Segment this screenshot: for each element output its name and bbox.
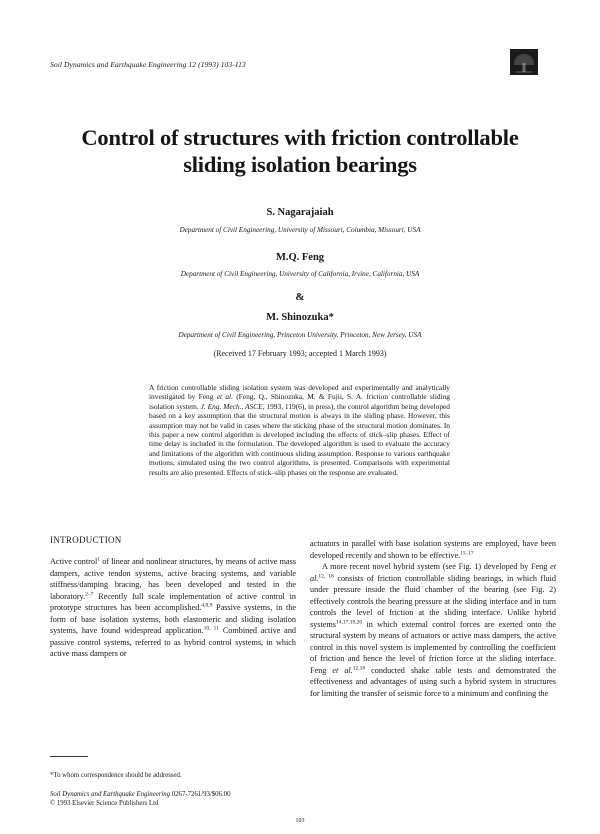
- body-text: A more recent novel hybrid system (see Fig. 1) developed by Feng: [322, 562, 551, 571]
- citation-ref: 14,17,19,20: [335, 618, 363, 625]
- footnote-rule: [50, 756, 88, 757]
- paragraph: [310, 561, 556, 699]
- journal-name: Soil Dynamics and Earthquake Engineering: [50, 791, 171, 798]
- body-column-left: [50, 556, 296, 660]
- body-column-right: [310, 538, 556, 699]
- body-text: conducted shake table tests and demonstrated the effectiveness and advantages of using such a hybrid system in structures for limiting the transfer of seismic force to a minimum and confining the: [310, 665, 557, 698]
- author-name: S. Nagarajaiah: [266, 207, 334, 218]
- abstract-text: A friction controllable sliding isolation system was developed and experimentally and analytically investigated by Feng: [149, 383, 450, 402]
- author-affiliation: Department of Civil Engineering, University of Missouri, Columbia, Missouri, USA: [179, 226, 421, 234]
- citation-ref: 11–17: [460, 549, 474, 556]
- page-number: 103: [295, 818, 305, 824]
- abstract-text: (Feng, Q., Shinozuka, M. & Fujii, S. A. friction controllable sliding isolation system.: [149, 392, 451, 411]
- abstract: [149, 383, 450, 477]
- citation-ref: 2–7: [85, 590, 94, 597]
- copyright-line-2: © 1993 Elsevier Science Publishers Ltd: [50, 800, 159, 807]
- citation-ref: 10, 11: [203, 625, 219, 632]
- issn-text: 0267-7261/93/$06.00: [170, 791, 231, 798]
- author-affiliation: Department of Civil Engineering, University of California, Irvine, California, USA: [180, 270, 420, 278]
- paragraph: [310, 538, 556, 561]
- copyright-block: [50, 790, 230, 808]
- abstract-journal: J. Eng. Mech., ASCE,: [200, 401, 265, 411]
- body-text: of linear and nonlinear structures, by means of active mass dampers, active tendon systems, active bracing systems, and variable stiffness/damping bracing, has been developed and tested in the laboratory.: [50, 557, 297, 601]
- citation-ref: 1: [97, 556, 100, 563]
- body-text: Active control: [50, 557, 98, 566]
- etal-text: et al.: [310, 562, 556, 583]
- body-text: in which external control forces are exerted onto the structural system by means of actuators or active mass dampers, the active control in this novel system is implemented by controlling the coefficient of friction and hence the level of friction force at the sliding interface. Feng: [310, 619, 556, 675]
- tree-logo-icon: [510, 49, 538, 75]
- journal-citation: Soil Dynamics and Earthquake Engineering 12 (1993) 103-113: [50, 60, 246, 69]
- abstract-etal: et al.: [216, 392, 233, 402]
- section-heading: INTRODUCTION: [50, 535, 122, 545]
- title-line-2: sliding isolation bearings: [183, 152, 417, 177]
- body-text: actuators in parallel with base isolation systems are employed, have been developed recently and shown to be effective.: [310, 539, 556, 560]
- footnote: *To whom correspondence should be addressed.: [50, 772, 182, 779]
- citation-ref: 12, 18: [318, 572, 334, 579]
- etal-text: et al.: [332, 665, 353, 675]
- title-line-1: Control of structures with friction controllable: [81, 125, 519, 150]
- citation-ref: 12,18: [352, 664, 366, 671]
- paragraph: [50, 556, 296, 660]
- body-text: consists of friction controllable sliding bearings, in which fluid under pressure inside the fluid chamber of the bearing (see Fig. 2) effectively controls the bearing pressure at the sliding interface and in turn controls the level of friction at the sliding interface. Unlike hybrid systems: [310, 573, 557, 629]
- copyright-line-1: [50, 790, 230, 799]
- author-separator: &: [295, 291, 305, 303]
- author-name: M. Shinozuka*: [266, 312, 334, 323]
- citation-ref: 4,8,9: [201, 602, 213, 609]
- paper-title: [20, 124, 580, 178]
- author-affiliation: Department of Civil Engineering, Princeton University, Princeton, New Jersey, USA: [178, 331, 422, 339]
- received-dates: (Received 17 February 1993; accepted 1 March 1993): [213, 349, 387, 358]
- abstract-text: 1993, 119(6), in press), the control algorithm being developed based on a key assumption that the structural motion is always in the sliding phase. However, this assumption may not be valid in cases where the sticking phase of the structural motion dominates. In this paper a new control algorithm is developed including the effects of stick–slip phases. Effect of time delay is included in the formulation. The developed algorithm is used to evaluate the accuracy and limitations of the algorithm with continuous sliding assumption. Response to various earthquake motions, simulated using the two control algorithms, is presented. Comparisons with experimental results are also presented. Effects of stick–slip phases on the response are evaluated.: [149, 401, 450, 477]
- body-text: Combined active and passive control systems, referred to as hybrid control systems, in which active mass dampers or: [50, 626, 297, 658]
- author-name: M.Q. Feng: [275, 252, 325, 263]
- body-text: Passive systems, in the form of base isolation systems, both elastomeric and sliding isolation systems, have found widespread application.: [50, 603, 296, 635]
- body-text: Recently full scale implementation of active control in prototype structures has been accomplished.: [50, 591, 296, 612]
